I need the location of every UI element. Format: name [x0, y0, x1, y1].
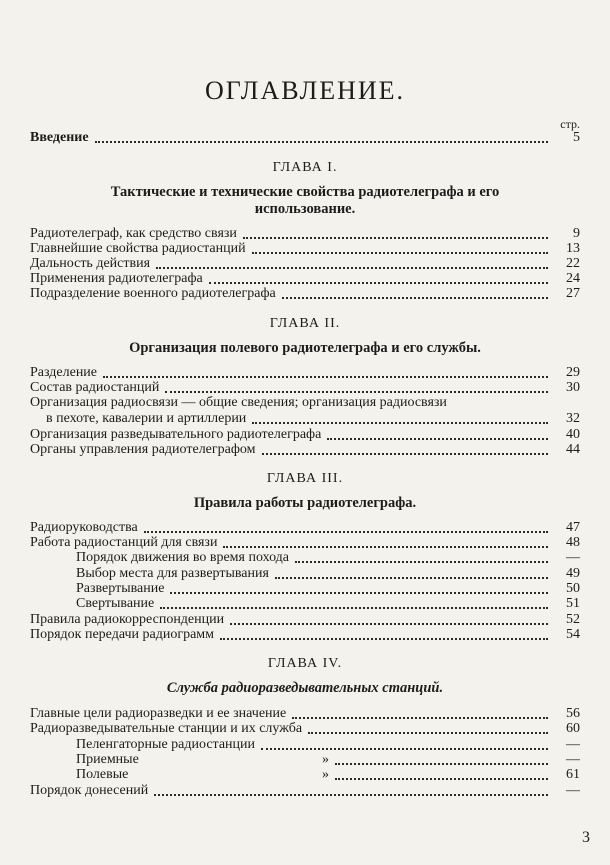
chapter-title: Тактические и технические свойства радиотелеграфа и его использование. — [110, 184, 500, 217]
toc-entry[interactable]: в пехоте, кавалерии и артиллерии 32 — [46, 411, 580, 426]
toc-entry[interactable]: Органы управления радиотелеграфом 44 — [30, 442, 580, 457]
toc-entry[interactable]: Приемные » — — [76, 752, 580, 767]
chapter-heading: ГЛАВА II. — [269, 316, 341, 331]
chapter-title: Служба радиоразведывательных станций. — [166, 680, 444, 696]
entry-page: 5 — [573, 130, 580, 145]
toc-entry[interactable]: Состав радиостанций 30 — [30, 380, 580, 395]
toc-entry[interactable]: Работа радиостанций для связи 48 — [30, 535, 580, 550]
toc-entry[interactable]: Свертывание 51 — [76, 596, 580, 611]
toc-entry[interactable]: Пеленгаторные радиостанции — — [76, 737, 580, 752]
ditto-mark: » — [322, 752, 329, 767]
toc-entry[interactable]: Разделение 29 — [30, 365, 580, 380]
page-title: ОГЛАВЛЕНИЕ. — [204, 76, 406, 105]
toc-page — [30, 0, 590, 865]
toc-entry[interactable]: Применения радиотелеграфа 24 — [30, 271, 580, 286]
toc-entry[interactable]: Полевые » 61 — [76, 767, 580, 782]
toc-entry[interactable] — [30, 130, 580, 146]
chapter-title: Правила работы радиотелеграфа. — [193, 495, 417, 511]
page-column-label: стр. — [560, 117, 580, 131]
toc-entry[interactable]: Дальность действия 22 — [30, 256, 580, 271]
toc-entry[interactable]: Радиотелеграф, как средство связи 9 — [30, 226, 580, 241]
page-number: 3 — [582, 829, 590, 846]
toc-entry[interactable]: Подразделение военного радиотелеграфа 27 — [30, 286, 580, 301]
chapter-heading: ГЛАВА IV. — [267, 656, 343, 671]
toc-entry[interactable]: Порядок передачи радиограмм 54 — [30, 627, 580, 642]
chapter-heading: ГЛАВА I. — [272, 160, 338, 175]
toc-entry[interactable]: Порядок движения во время похода — — [76, 550, 580, 565]
toc-entry[interactable]: Порядок донесений — — [30, 783, 580, 798]
toc-entry-line1[interactable]: Организация радиосвязи — общие сведения; организация радиосвязи — [30, 395, 447, 410]
toc-entry[interactable]: Правила радиокорреспонденции 52 — [30, 612, 580, 627]
ditto-mark: » — [322, 767, 329, 782]
chapter-heading: ГЛАВА III. — [266, 471, 344, 486]
toc-entry[interactable]: Радиоразведывательные станции и их служба 60 — [30, 721, 580, 736]
toc-entry[interactable]: Главнейшие свойства радиостанций 13 — [30, 241, 580, 256]
entry-text: Введение — [30, 130, 89, 145]
toc-entry[interactable]: Радиоруководства 47 — [30, 520, 580, 535]
chapter-title: Организация полевого радиотелеграфа и его службы. — [129, 340, 481, 356]
toc-entry[interactable]: Выбор места для развертывания 49 — [76, 566, 580, 581]
toc-entry[interactable]: Развертывание 50 — [76, 581, 580, 596]
toc-entry[interactable]: Организация разведывательного радиотелеграфа 40 — [30, 427, 580, 442]
toc-entry[interactable]: Главные цели радиоразведки и ее значение 56 — [30, 706, 580, 721]
